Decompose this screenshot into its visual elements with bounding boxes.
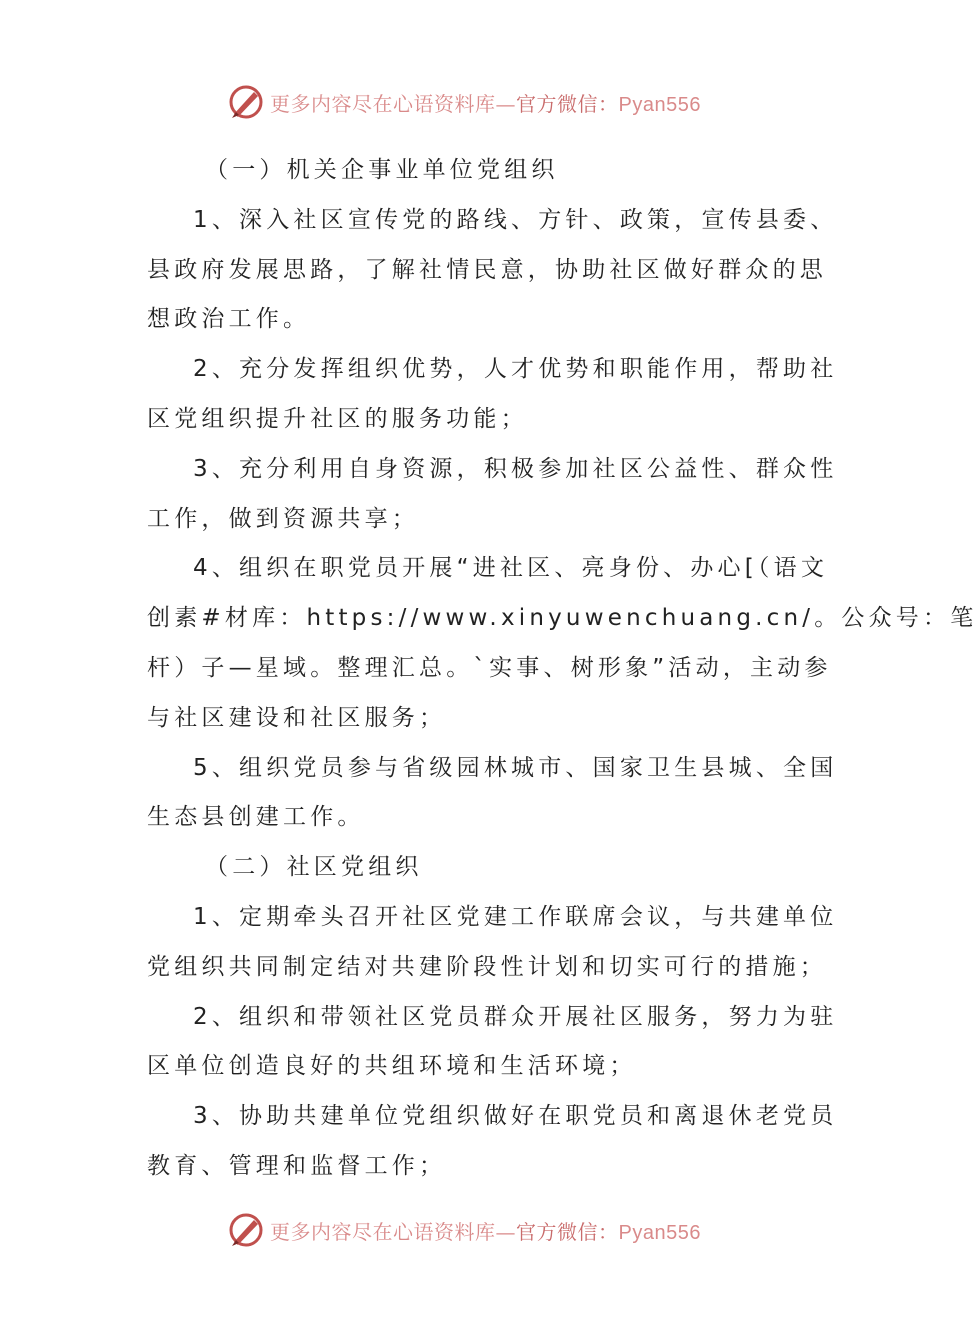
paragraph-line: 创素#材库：https://www.xinyuwenchuang.cn/。公众号：笔: [147, 605, 977, 632]
paragraph-line: 1、定期牵头召开社区党建工作联席会议，与共建单位: [193, 903, 838, 930]
paragraph-line: 3、充分利用自身资源，积极参加社区公益性、群众性: [193, 455, 838, 482]
paragraph-line: 4、组织在职党员开展“进社区、亮身份、办心[（语文: [193, 555, 829, 582]
banner-site-text: 更多内容尽在心语资料库: [270, 91, 496, 116]
banner-site-text: 更多内容尽在心语资料库: [270, 1219, 496, 1244]
paragraph-line: 党组织共同制定结对共建阶段性计划和切实可行的措施；: [147, 953, 827, 980]
document-body: [147, 146, 977, 1192]
banner-wechat-id: Pyan556: [618, 93, 701, 116]
paragraph-line: 杆）子—星域。整理汇总。`实事、树形象”活动，主动参: [147, 654, 832, 681]
banner-dash: —: [495, 1219, 516, 1244]
banner-wechat-label: 官方微信：: [516, 1219, 619, 1244]
paragraph-line: 县政府发展思路，了解社情民意，协助社区做好群众的思: [147, 256, 827, 283]
banner-dash: —: [495, 91, 516, 116]
paragraph-line: 与社区建设和社区服务；: [147, 704, 447, 731]
paragraph-line: 区单位创造良好的共组环境和生活环境；: [147, 1053, 637, 1080]
paragraph-line: 教育、管理和监督工作；: [147, 1152, 447, 1179]
pen-logo-icon: [228, 1212, 264, 1248]
paragraph-line: 5、组织党员参与省级园林城市、国家卫生县城、全国: [193, 754, 838, 781]
paragraph-line: 3、协助共建单位党组织做好在职党员和离退休老党员: [193, 1103, 838, 1130]
paragraph-line: 生态县创建工作。: [147, 804, 365, 831]
paragraph-line: 1、深入社区宣传党的路线、方针、政策，宣传县委、: [193, 206, 838, 233]
paragraph-line: 想政治工作。: [147, 306, 311, 333]
section-heading-1: （一）机关企事业单位党组织: [205, 157, 559, 183]
banner-text: [270, 1216, 701, 1245]
banner-text: [270, 88, 701, 117]
paragraph-line: 2、组织和带领社区党员群众开展社区服务，努力为驻: [193, 1003, 838, 1030]
paragraph-line: 区党组织提升社区的服务功能；: [147, 405, 528, 432]
paragraph-line: 2、充分发挥组织优势，人才优势和职能作用，帮助社: [193, 356, 838, 383]
footer-watermark-banner: [228, 1210, 748, 1250]
banner-wechat-label: 官方微信：: [516, 91, 619, 116]
section-heading-2: （二）社区党组织: [205, 854, 423, 881]
banner-wechat-id: Pyan556: [618, 1221, 701, 1244]
paragraph-line: 工作，做到资源共享；: [147, 505, 419, 532]
header-watermark-banner: [228, 82, 748, 122]
pen-logo-icon: [228, 84, 264, 120]
